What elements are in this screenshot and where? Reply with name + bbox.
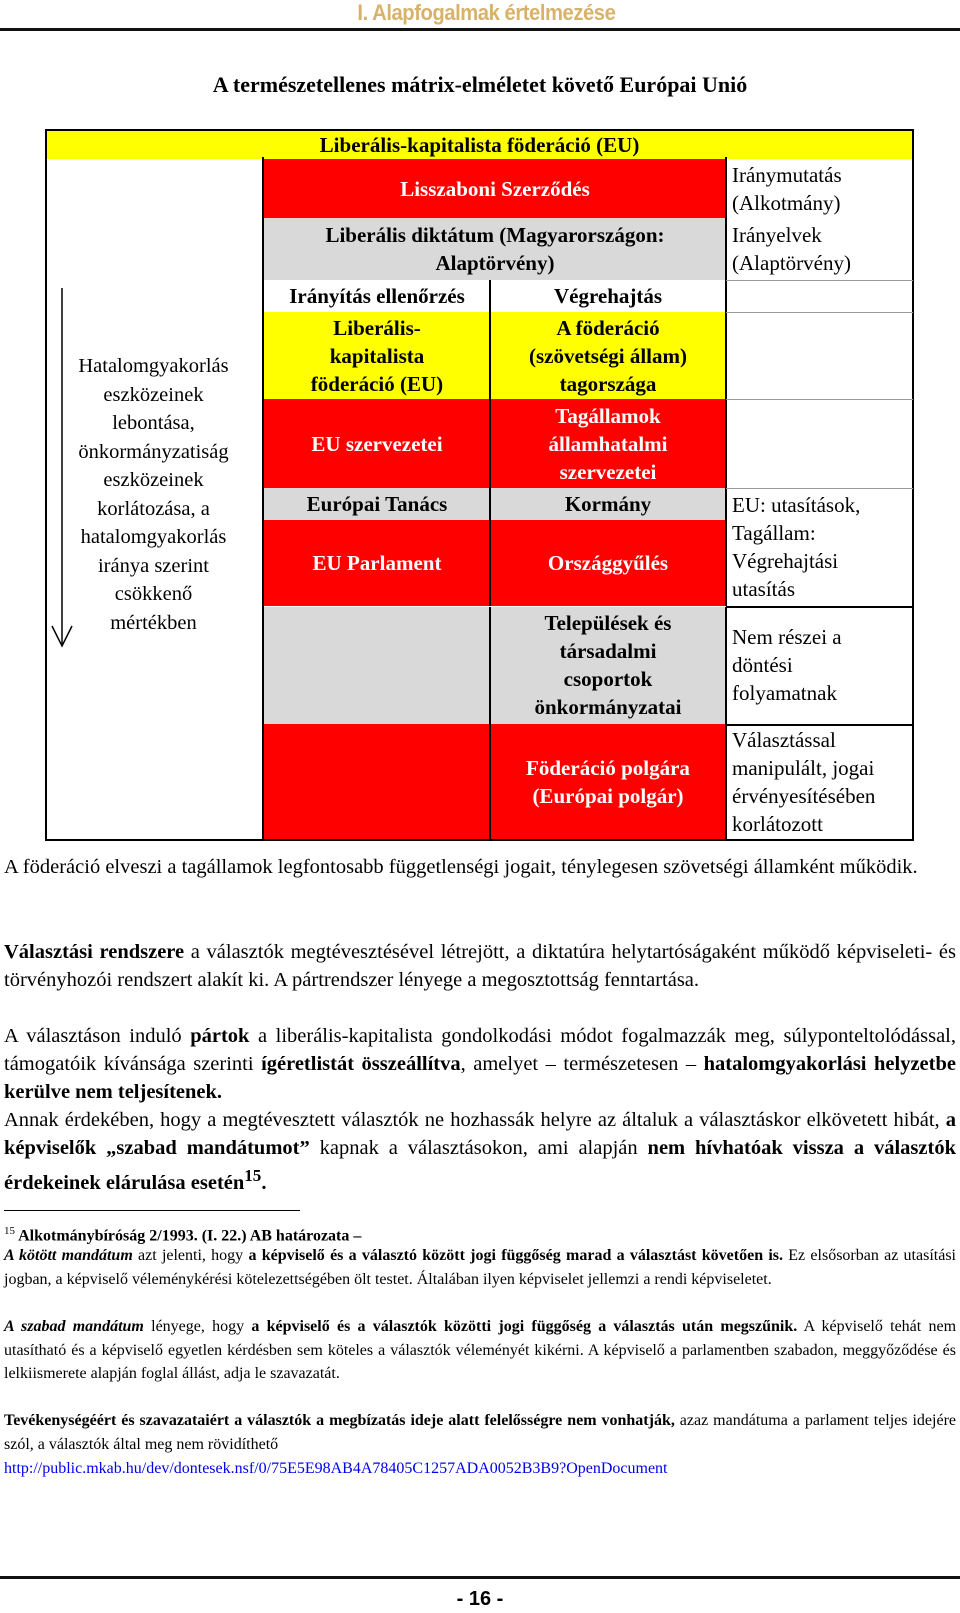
border: [726, 606, 913, 608]
border: [489, 280, 491, 839]
left-label: Hatalomgyakorlás eszközeinek lebontása, önkormányzatiság eszközeinek korlátozása, a hatalomgyakorlás iránya szerint csökkenő mértékben: [78, 355, 229, 634]
cell-eu-orgs: EU szervezetei: [264, 399, 490, 488]
reference-link[interactable]: http://public.mkab.hu/dev/dontesek.nsf/0/75E5E98AB4A78405C1257ADA0052B3B9?OpenDocument: [4, 1460, 668, 1477]
col-control: Irányítás ellenőrzés: [264, 280, 490, 312]
paragraph: Annak érdekében, hogy a megtévesztett választók ne hozhassák helyre az általuk a választáskor elkövetett hibát, a képviselők „szabad mandátumot” kapnak a választásokon, ami alapján nem hívhatóak vissza a választók érdekeinek elárulása esetén$^{15}$.: [4, 1109, 956, 1194]
border: [264, 606, 726, 607]
paragraph: A föderáció elveszi a tagállamok legfontosabb függetlenségi jogait, ténylegesen szövetségi államként működik.: [4, 856, 918, 878]
cell-member-country: A föderáció (szövetségi állam) tagországa: [490, 312, 726, 399]
paragraph: A választáson induló pártok a liberális-kapitalista gondolkodási módot fogalmazzák meg, súlyponteltolódással, támogatóik kívánsága szerinti ígéretlistát összeállítva, amelyet – természetesen – hatalomgyakorlási helyzetbe kerülve nem teljesítenek.: [4, 1025, 956, 1103]
cell-local-gov: Települések és társadalmi csoportok önkormányzatai: [490, 606, 726, 724]
border: [46, 129, 914, 131]
border: [725, 157, 727, 841]
col-execution: Végrehajtás: [490, 280, 726, 312]
left-label-cell: [46, 157, 261, 839]
diagram-title: A természetellenes mátrix-elméletet követő Európai Unió: [212, 72, 748, 97]
border: [726, 280, 913, 281]
right-guidance: Iránymutatás (Alkotmány): [726, 159, 913, 218]
down-arrow-icon: [50, 286, 74, 651]
footnote-paragraph: Tevékenységéért és szavazataiért a választók a megbízatás ideje alatt felelősségre nem vonhatják, azaz mandátuma a parlament teljes idejére szól, a választók által meg nem rövidíthető: [4, 1412, 956, 1453]
cell-national-assembly: Országgyűlés: [490, 520, 726, 606]
row-dictatorship: Liberális diktátum (Magyarországon: Alaptörvény): [264, 218, 726, 280]
border: [46, 839, 914, 841]
cell-citizen: Föderáció polgára (Európai polgár): [490, 724, 726, 839]
row-lisbon: Lisszaboni Szerződés: [264, 159, 726, 218]
border: [45, 129, 47, 841]
border: [726, 312, 913, 313]
right-manipulated: Választással manipulált, jogai érvényesítésében korlátozott: [726, 724, 913, 839]
border: [726, 488, 913, 489]
cell-empty-gray: [264, 606, 490, 724]
paragraph: Választási rendszere a választók megtévesztésével létrejött, a diktatúra helytartóságaként működő képviseleti- és törvényhozói rendszert alakít ki. A pártrendszer lényege a megosztottság fenntartása.: [4, 941, 956, 991]
footnote-rule: [4, 1210, 300, 1211]
page-number: - 16 -: [456, 1588, 504, 1610]
footnote-link-line: [4, 1457, 956, 1481]
footnote-paragraph: A kötött mandátum azt jelenti, hogy a képviselő és a választó között jogi függőség marad a választást követően is. Ez elsősorban az utasítási jogban, a képviselő véleménykérési kötelezettségében ölt testet. Általában ilyen képviselet jellemzi a rendi képviseletet.: [4, 1247, 956, 1288]
right-directives: Irányelvek (Alaptörvény): [726, 218, 913, 280]
cell-parliament: EU Parlament: [264, 520, 490, 606]
cell-empty-red: [264, 724, 490, 839]
border: [726, 399, 913, 400]
border: [726, 724, 913, 726]
border: [912, 129, 914, 841]
footer-rule: [0, 1576, 960, 1579]
cell-council: Európai Tanács: [264, 488, 490, 520]
page-header: [0, 0, 960, 30]
row-federation: Liberális-kapitalista föderáció (EU): [46, 130, 913, 159]
header-rule: [0, 28, 960, 31]
cell-lib-federation: Liberális- kapitalista föderáció (EU): [264, 312, 490, 399]
footnote-title: $^{15}$ Alkotmánybíróság 2/1993. (I. 22.) AB határozata –: [4, 1225, 362, 1245]
cell-government: Kormány: [490, 488, 726, 520]
cell-member-orgs: Tagállamok államhatalmi szervezetei: [490, 399, 726, 488]
border: [262, 157, 264, 841]
chapter-title: I. Alapfogalmak értelmezése: [357, 0, 615, 25]
right-not-part: Nem részei a döntési folyamatnak: [726, 606, 913, 724]
footnote-paragraph: A szabad mandátum lényege, hogy a képviselő és a választók közötti jogi függőség a választás után megszűnik. A képviselő tehát nem utasítható és a képviselő egyetlen kérdésben sem köteles a választók véleményét kikérni. A képviselő a parlamentben szabadon, meggyőződése és lelkiismerete alapján foglal állást, adja le szavazatát.: [4, 1318, 957, 1382]
right-instructions: EU: utasítások, Tagállam: Végrehajtási utasítás: [726, 488, 913, 606]
